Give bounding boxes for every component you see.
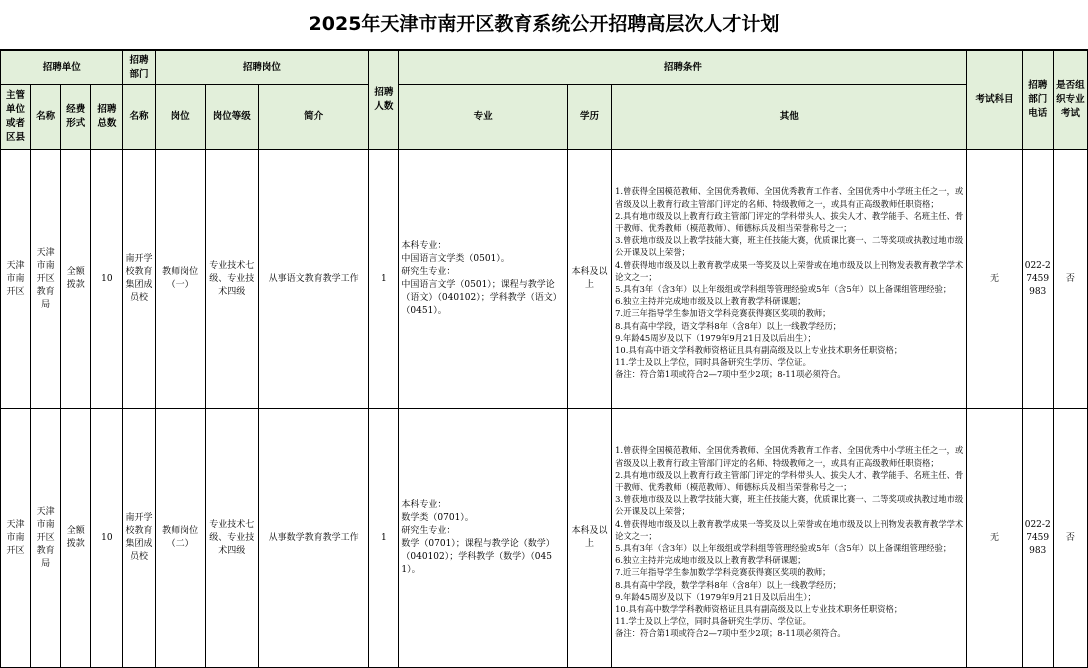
cell-funding: 全额拨款 [61,409,91,668]
cell-edu: 本科及以上 [567,409,611,668]
cell-total: 10 [91,409,123,668]
header-unit-name: 名称 [31,85,61,150]
header-major: 专业 [399,85,568,150]
header-post-group: 招聘岗位 [155,51,369,85]
cell-num: 1 [369,409,399,668]
cell-unit: 天津市南开区教育局 [31,150,61,409]
header-intro: 简介 [258,85,368,150]
cell-major: 本科专业： 中国语言文学类（0501）。 研究生专业： 中国语言文学（0501）；课程与教学论（语文）（040102）；学科教学（语文）（0451）。 [399,150,568,409]
cell-edu: 本科及以上 [567,150,611,409]
cell-org: 否 [1053,409,1087,668]
header-dept-name: 名称 [123,85,155,150]
header-edu: 学历 [567,85,611,150]
cell-dept: 南开学校教育集团成员校 [123,150,155,409]
cell-authority: 天津市南开区 [1,409,31,668]
cell-org: 否 [1053,150,1087,409]
cell-unit: 天津市南开区教育局 [31,409,61,668]
header-post: 岗位 [155,85,205,150]
cell-level: 专业技术七级、专业技术四级 [205,409,258,668]
header-cond-group: 招聘条件 [399,51,967,85]
header-other: 其他 [612,85,967,150]
cell-exam: 无 [967,409,1022,668]
header-authority: 主管单位或者区县 [1,85,31,150]
cell-authority: 天津市南开区 [1,150,31,409]
cell-total: 10 [91,150,123,409]
table-row [1,150,1088,409]
cell-other: 1.曾获得全国模范教师、全国优秀教师、全国优秀教育工作者、全国优秀中小学班主任之一，或省级及以上教育行政主管部门评定的名师、特级教师之一，或具有正高级教师任职资格； 2.具有地市级及以上教育行政主管部门评定的学科带头人、拔尖人才、教学能手、名班主任、骨干教师、优秀教师（模范教师）、师德标兵及相当荣誉称号之一； 3.曾获地市级及以上教学技能大赛，班主任技能大赛，优质课比赛一、二等奖项或执教过地市级公开课及以上荣誉； 4.曾获得地市级及以上教育教学成果一等奖及以上荣誉或在地市级及以上刊物发表教育教学学术论文之一； 5.具有3年（含3年）以上年级组或学科组等管理经验或5年（含5年）以上备课组管理经验； 6.独立主持并完成地市级及以上教育教学科研课题； 7.近三年指导学生参加语文学科竞赛获得赛区奖项的教师； 8.具有高中学段，语文学科8年（含8年）以上一线教学经历； 9.年龄45周岁及以下（1979年9月21日及以后出生）； 10.具有高中语文学科教师资格证且具有副高级及以上专业技术职务任职资格； 11.学士及以上学位，同时具备研究生学历、学位证。 备注：符合第1项或符合2—7项中至少2项；8-11项必须符合。 [612,150,967,409]
header-dept: 招聘部门 [123,51,155,85]
cell-post: 教师岗位（二） [155,409,205,668]
cell-phone: 022-27459983 [1022,409,1053,668]
header-num: 招聘人数 [369,51,399,150]
header-exam: 考试科目 [967,51,1022,150]
recruitment-table [0,50,1088,668]
table-row [1,409,1088,668]
header-level: 岗位等级 [205,85,258,150]
cell-num: 1 [369,150,399,409]
header-unit-group: 招聘单位 [1,51,123,85]
page-title: 2025年天津市南开区教育系统公开招聘高层次人才计划 [0,0,1088,50]
header-phone: 招聘部门电话 [1022,51,1053,150]
header-funding: 经费形式 [61,85,91,150]
cell-post: 教师岗位（一） [155,150,205,409]
cell-dept: 南开学校教育集团成员校 [123,409,155,668]
cell-intro: 从事语文教育教学工作 [258,150,368,409]
cell-funding: 全额拨款 [61,150,91,409]
cell-exam: 无 [967,150,1022,409]
header-org: 是否组织专业考试 [1053,51,1087,150]
cell-level: 专业技术七级、专业技术四级 [205,150,258,409]
cell-intro: 从事数学教育教学工作 [258,409,368,668]
cell-phone: 022-27459983 [1022,150,1053,409]
cell-other: 1.曾获得全国模范教师、全国优秀教师、全国优秀教育工作者、全国优秀中小学班主任之一，或省级及以上教育行政主管部门评定的名师、特级教师之一，或具有正高级教师任职资格； 2.具有地市级及以上教育行政主管部门评定的学科带头人、拔尖人才、教学能手、名班主任、骨干教师、优秀教师（模范教师）、师德标兵及相当荣誉称号之一； 3.曾获地市级及以上教学技能大赛，班主任技能大赛，优质课比赛一、二等奖项或执教过地市级公开课及以上荣誉； 4.曾获得地市级及以上教育教学成果一等奖及以上荣誉或在地市级及以上刊物发表教育教学学术论文之一； 5.具有3年（含3年）以上年级组或学科组等管理经验或5年（含5年）以上备课组管理经验； 6.独立主持并完成地市级及以上教育教学科研课题； 7.近三年指导学生参加数学学科竞赛获得赛区奖项的教师； 8.具有高中学段，数学学科8年（含8年）以上一线教学经历； 9.年龄45周岁及以下（1979年9月21日及以后出生）； 10.具有高中数学学科教师资格证且具有副高级及以上专业技术职务任职资格； 11.学士及以上学位，同时具备研究生学历、学位证。 备注：符合第1项或符合2—7项中至少2项；8-11项必须符合。 [612,409,967,668]
cell-major: 本科专业： 数学类（0701）。 研究生专业： 数学（0701）；课程与教学论（数学）（040102）；学科教学（数学）（0451）。 [399,409,568,668]
header-total: 招聘总数 [91,85,123,150]
